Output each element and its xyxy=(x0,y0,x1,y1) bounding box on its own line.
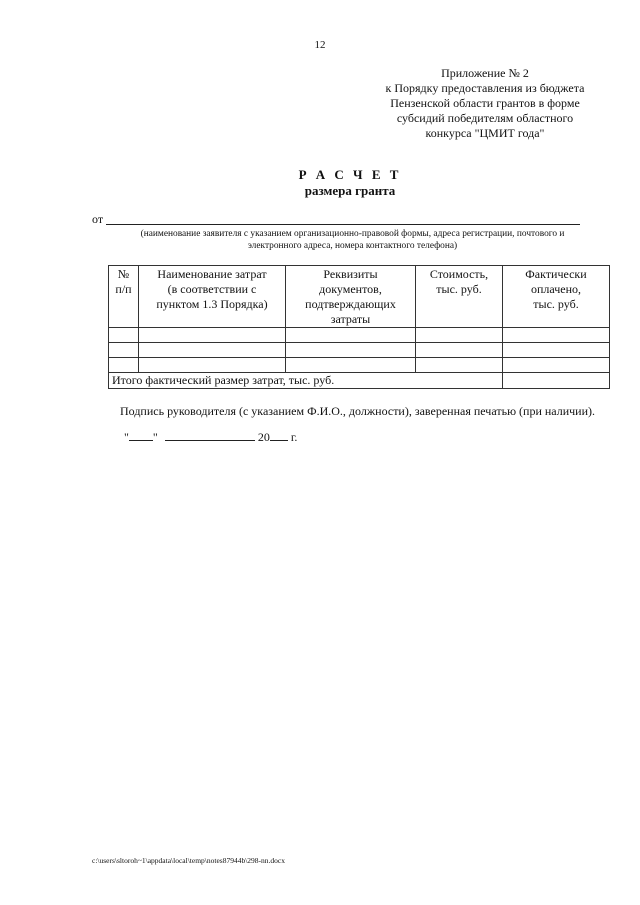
signature-line: Подпись руководителя (с указанием Ф.И.О., должности), заверенная печатью (при наличии). xyxy=(120,404,596,418)
table-total-row xyxy=(109,373,610,389)
column-header-documents: Реквизиты документов, подтверждающих затраты xyxy=(286,266,416,328)
cost-table xyxy=(108,265,610,389)
date-line xyxy=(124,430,297,445)
month-blank xyxy=(165,430,255,441)
hint-line: (наименование заявителя с указанием организационно-правовой формы, адреса регистрации, почтового и xyxy=(140,229,565,239)
applicant-field-hint xyxy=(100,228,605,252)
title-line-calculation: Р А С Ч Е Т xyxy=(298,167,402,182)
annex-line: конкурса "ЦМИТ года" xyxy=(425,126,545,140)
page-number: 12 xyxy=(314,39,326,51)
day-blank xyxy=(129,430,153,441)
annex-line: к Порядку предоставления из бюджета xyxy=(385,81,585,95)
hint-line: электронного адреса, номера контактного телефона) xyxy=(247,241,458,251)
annex-line: Пензенской области грантов в форме xyxy=(390,96,580,110)
table-header-row xyxy=(109,266,610,328)
footer-file-path: c:\users\sltoroh~1\appdata\local\temp\notes87944b\298-nn.docx xyxy=(92,856,285,865)
table-row xyxy=(109,328,610,343)
title-line-grant: размера гранта xyxy=(304,183,396,198)
document-title xyxy=(0,167,640,199)
annex-line: субсидий победителям областного xyxy=(396,111,574,125)
annex-line: Приложение № 2 xyxy=(441,66,529,80)
table-row xyxy=(109,358,610,373)
date-close-quote: " xyxy=(152,430,158,444)
column-header-cost-name: Наименование затрат (в соответствии с пунктом 1.3 Порядка) xyxy=(139,266,286,328)
annex-block xyxy=(330,66,640,141)
total-value xyxy=(503,373,610,389)
applicant-field-line xyxy=(106,224,580,225)
year-suffix: г. xyxy=(290,430,298,444)
total-label: Итого фактический размер затрат, тыс. руб. xyxy=(109,373,503,389)
table-row xyxy=(109,343,610,358)
column-header-cost: Стоимость, тыс. руб. xyxy=(416,266,503,328)
date-open-quote: " xyxy=(124,430,129,444)
from-label: от xyxy=(92,212,104,226)
year-blank xyxy=(270,430,288,441)
column-header-number: № п/п xyxy=(109,266,139,328)
column-header-paid: Фактически оплачено, тыс. руб. xyxy=(503,266,610,328)
year-prefix: 20 xyxy=(257,430,270,444)
